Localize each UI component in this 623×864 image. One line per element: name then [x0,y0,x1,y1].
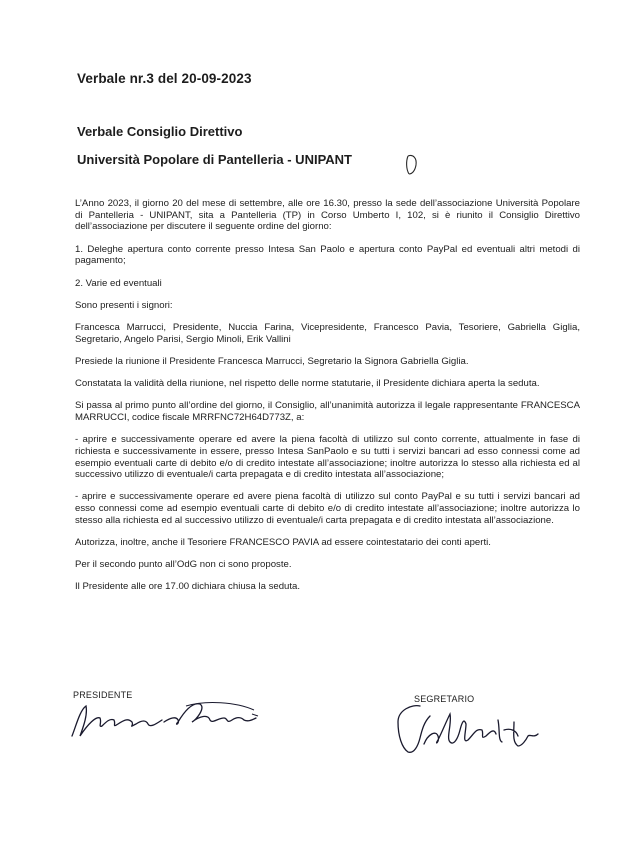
agenda-item-2: 2. Varie ed eventuali [75,277,162,289]
tesoriere-paragraph: Autorizza, inoltre, anche il Tesoriere FRANCESCO PAVIA ad essere cointestatario dei conti aperti. [75,537,491,549]
bullet-intesa: - aprire e successivamente operare ed avere la piena facoltà di utilizzo sul conto corrente, attualmente in fase di richiesta e successivamente in essere, presso Intesa SanPaolo e su tutti i servizi bancari ad esso connessi come ad esempio eventuali carte di debito e/o di credito intestate all’associazione; inoltre autorizza lo stesso alla richiesta ed al successivo utilizzo di eventuale/i carta prepagata e di credito intestata all’associazione; [75,434,580,481]
document-body [75,198,580,604]
intro-paragraph: L’Anno 2023, il giorno 20 del mese di settembre, alle ore 16.30, presso la sede dell’associazione Università Popolare di Pantelleria - UNIPANT, sita a Pantelleria (TP) in Corso Umberto I, 102, si è riunito il Consiglio Direttivo dell’associazione per discutere il seguente ordine del giorno: [75,198,580,233]
validita-paragraph: Constatata la validità della riunione, nel rispetto delle norme statutarie, il Presidente dichiara aperta la seduta. [75,378,540,390]
segretario-label: SEGRETARIO [414,694,475,704]
present-list: Francesca Marrucci, Presidente, Nuccia Farina, Vicepresidente, Francesco Pavia, Tesoriere, Gabriella Giglia, Segretario, Angelo Parisi, Sergio Minoli, Erik Vallini [75,321,580,345]
segretario-signature-icon [390,700,550,758]
presiede-paragraph: Presiede la riunione il Presidente Francesca Marrucci, Segretario la Signora Gabriella Giglia. [75,355,469,367]
organization-name: Università Popolare di Pantelleria - UNIPANT [77,152,352,167]
punto-1-paragraph: Si passa al primo punto all’ordine del giorno, il Consiglio, all’unanimità autorizza il legale rappresentante FRANCESCA MARRUCCI, codice fiscale MRRFNC72H64D773Z, a: [75,400,580,423]
bullet-paypal: - aprire e successivamente operare ed avere piena facoltà di utilizzo sul conto PayPal e su tutti i servizi bancari ad esso connessi come ad esempio eventuali carte di debito e/o di credito intestate all’associazione; inoltre autorizza lo stesso alla richiesta ed al successivo utilizzo di eventuale/i carta prepagata e di credito intestata all’associazione. [75,491,580,526]
document-title: Verbale Consiglio Direttivo [77,124,243,139]
chiusura-paragraph: Il Presidente alle ore 17.00 dichiara chiusa la seduta. [75,581,301,593]
handwritten-mark-icon [404,153,420,177]
present-label: Sono presenti i signori: [75,299,173,311]
presidente-signature-icon [66,696,266,742]
punto-2-paragraph: Per il secondo punto all’OdG non ci sono proposte. [75,559,292,571]
verbale-number: Verbale nr.3 del 20-09-2023 [77,71,252,86]
presidente-label: PRESIDENTE [73,690,133,700]
agenda-item-1: 1. Deleghe apertura conto corrente presso Intesa San Paolo e apertura conto PayPal ed eventuali altri metodi di pagamento; [75,243,580,267]
